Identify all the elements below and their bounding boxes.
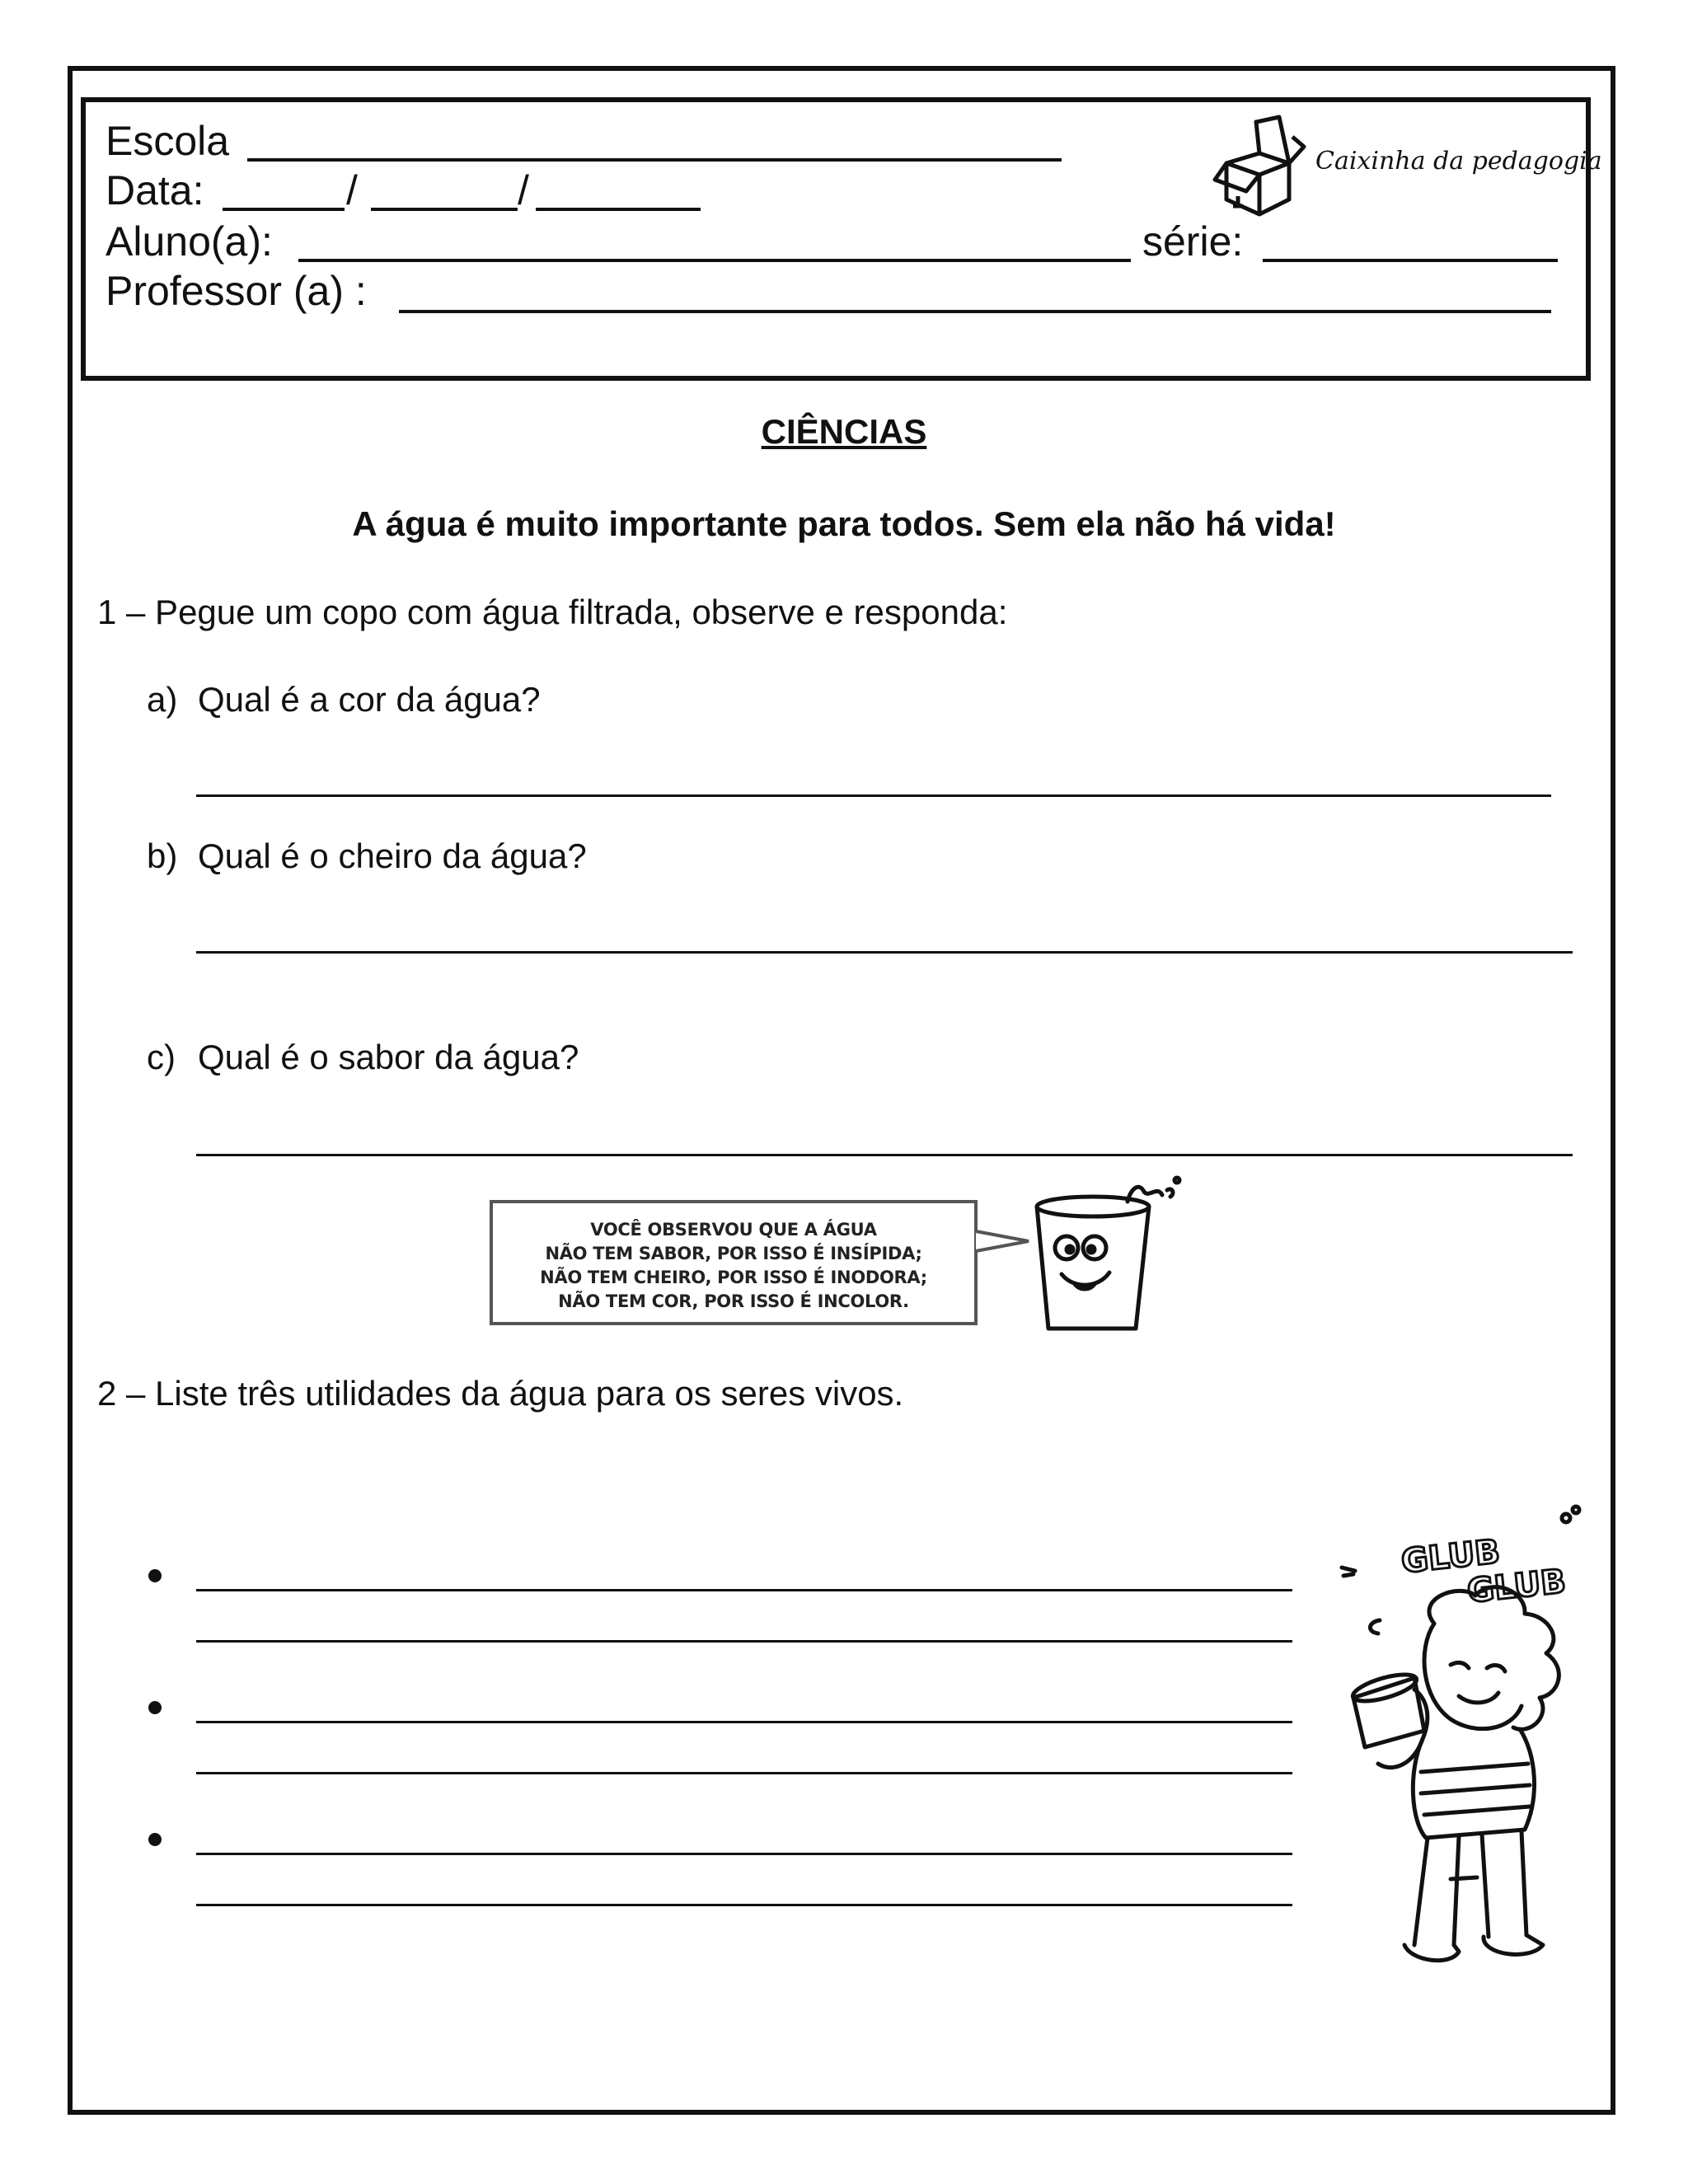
glub-text: GLUB (1465, 1562, 1568, 1611)
answer-line-1c[interactable] (196, 1154, 1573, 1156)
date-separator: / (346, 167, 358, 213)
callout-line: VOCÊ OBSERVOU QUE A ÁGUA (590, 1220, 877, 1240)
water-glass-character-icon (1029, 1174, 1193, 1335)
page-subtitle: A água é muito importante para todos. Sem ela não há vida! (352, 504, 1336, 543)
callout-box (490, 1200, 978, 1325)
item-marker: c) (147, 1038, 176, 1076)
logo (1210, 114, 1602, 221)
date-day-field[interactable] (223, 208, 345, 211)
grade-field[interactable] (1263, 259, 1558, 262)
bullet (148, 1701, 162, 1714)
teacher-field[interactable] (399, 310, 1551, 313)
date-month-field[interactable] (371, 208, 518, 211)
box-icon (1210, 114, 1309, 221)
date-label: Data: (106, 167, 204, 213)
question-1-prompt: 1 – Pegue um copo com água filtrada, observe e responda: (97, 593, 1008, 631)
answer-line-2-1a[interactable] (196, 1589, 1292, 1591)
callout-line: NÃO TEM COR, POR ISSO É INCOLOR. (558, 1291, 909, 1311)
glub-text: GLUB (1399, 1532, 1502, 1582)
answer-line-1b[interactable] (196, 951, 1573, 954)
student-field[interactable] (298, 259, 1131, 262)
logo-text: Caixinha da pedagogia (1315, 147, 1602, 176)
callout-line: NÃO TEM SABOR, POR ISSO É INSÍPIDA; (545, 1244, 922, 1263)
answer-line-2-2a[interactable] (196, 1721, 1292, 1723)
teacher-label: Professor (a) : (106, 268, 367, 314)
boy-icon (1335, 1500, 1591, 1986)
grade-label: série: (1142, 218, 1244, 265)
date-year-field[interactable] (536, 208, 701, 211)
answer-line-2-3b[interactable] (196, 1904, 1292, 1906)
student-label: Aluno(a): (106, 218, 273, 265)
speech-pointer-icon (974, 1226, 1032, 1259)
answer-line-2-1b[interactable] (196, 1640, 1292, 1643)
bullet (148, 1833, 162, 1846)
boy-drinking-illustration (1335, 1500, 1591, 1986)
school-label: Escola (106, 118, 230, 164)
answer-line-2-3a[interactable] (196, 1853, 1292, 1855)
question-2-prompt: 2 – Liste três utilidades da água para os seres vivos. (97, 1374, 904, 1413)
page-title: CIÊNCIAS (761, 412, 927, 451)
school-field[interactable] (247, 158, 1062, 162)
callout-line: NÃO TEM CHEIRO, POR ISSO É INODORA; (540, 1268, 927, 1287)
question-1b-text: Qual é o cheiro da água? (198, 837, 587, 875)
question-1c-text: Qual é o sabor da água? (198, 1038, 579, 1076)
answer-line-2-2b[interactable] (196, 1772, 1292, 1774)
question-1a-text: Qual é a cor da água? (198, 680, 541, 719)
bullet (148, 1569, 162, 1582)
item-marker: b) (147, 837, 178, 875)
answer-line-1a[interactable] (196, 794, 1551, 797)
date-separator: / (518, 167, 529, 213)
item-marker: a) (147, 680, 178, 719)
